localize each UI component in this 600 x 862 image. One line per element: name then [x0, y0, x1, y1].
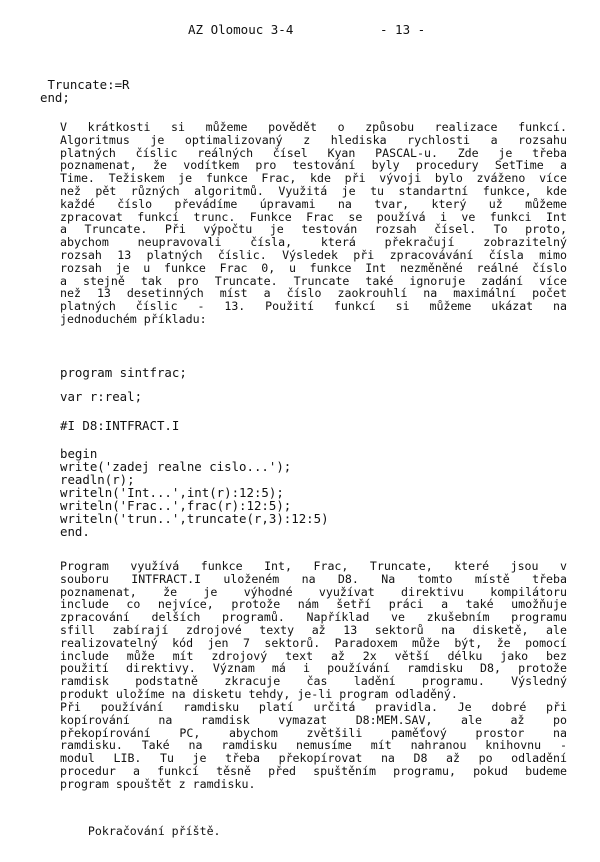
page-header — [0, 22, 600, 38]
code-line: begin — [60, 446, 98, 461]
text-line: modul LIB. Tu je třeba překopírovat na D8 až po odladění — [60, 751, 567, 766]
text-line: jednoduchém příkladu: — [60, 311, 207, 326]
text-line: a Truncate. Při výpočtu je testován rozsah čísel. To proto, — [60, 222, 567, 237]
text-line: rozsah 13 platných číslic. Výsledek při zpracovávání čísla mimo — [60, 247, 567, 262]
text-line: sfill zabírají zdrojové texty až 13 sektorů na disketě, ale — [60, 622, 567, 637]
text-line: include co nejvíce, protože nám šetří práci a také umožňuje — [60, 597, 567, 612]
text-line: použití direktivy. Význam má i používání ramdisku D8, protože — [60, 661, 567, 676]
text-line: souboru INTFRACT.I uloženém na D8. Na tomto místě třeba — [60, 571, 567, 586]
code-include-directive — [60, 419, 567, 432]
text-line: platných číslic reálných čísel Kyan PASCAL-u. Zde je třeba — [60, 145, 567, 160]
code-line: end. — [60, 524, 90, 539]
page-number: - 13 - — [380, 22, 426, 37]
text-line: zpracovat funkcí trunc. Funkce Frac se používá i ve funkci Int — [60, 209, 567, 224]
code-program — [60, 366, 567, 379]
code-line: writeln('Frac..',frac(r):12:5); — [60, 498, 292, 513]
text-line: Při používání ramdisku platí určitá pravidla. Je dobré při — [60, 700, 567, 714]
code-line: writeln('trun..',truncate(r,3):12:5) — [60, 511, 329, 526]
text-line: ramdisk podstatně zkracuje čas ladění programu. Výsledný — [60, 674, 567, 689]
code-line: program sintfrac; — [60, 365, 187, 380]
text-line: rozsah je u funkce Frac 0, u funkce Int nezměněné reálné číslo — [60, 260, 567, 275]
code-line: end; — [40, 90, 70, 105]
text-line: překopírování PC, abychom zvětšili paměťový prostor na — [60, 725, 567, 740]
text-line: platných číslic - 13. Použití funkcí si můžeme ukázat na — [60, 299, 567, 314]
text-line: poznamenat, že je výhodné využívat direktivu kompilátoru — [60, 584, 567, 599]
text-line: a stejně tak pro Truncate. Truncate také ignoruje zadání více — [60, 273, 567, 288]
publication-title: AZ Olomouc 3-4 — [188, 22, 294, 37]
code-line: var r:real; — [60, 389, 143, 404]
text-line: zpracování delších programů. Například ve zkušebním programu — [60, 610, 567, 625]
text-line: poznamenat, že vodítkem pro testování byly procedury SetTime a — [60, 158, 567, 173]
text-line: abychom neupravovali čísla, která překračují zobrazitelný — [60, 235, 567, 250]
text-line: než 13 desetinných míst a číslo zaokrouhlí na maximální počet — [60, 286, 567, 301]
text-line: realizovatelný kód jen 7 sektorů. Paradoxem může být, že pomocí — [60, 635, 567, 650]
paragraph-ramdisk — [60, 701, 567, 791]
text-line: V krátkosti si můžeme povědět o způsobu realizace funkcí. — [60, 120, 567, 134]
text-line: každé číslo převádíme úpravami na tvar, který už můžeme — [60, 196, 567, 211]
code-body — [60, 447, 567, 538]
text-line: Pokračování příště. — [60, 824, 221, 838]
text-line: include může mít zdrojový text až 2x větší délku jako bez — [60, 648, 567, 663]
code-fragment-top — [40, 78, 547, 104]
code-line: write('zadej realne cislo...'); — [60, 459, 292, 474]
text-line: procedur a funkcí těsně před spuštěním programu, pokud budeme — [60, 763, 567, 778]
text-line: Algoritmus je optimalizovaný z hlediska rychlosti a rozsahu — [60, 132, 567, 147]
paragraph-program-popis — [60, 560, 567, 701]
closing-note — [60, 825, 567, 838]
code-line: #I D8:INTFRACT.I — [60, 418, 180, 433]
text-line: program spouštět z ramdisku. — [60, 776, 256, 791]
text-line: Time. Težiskem je funkce Frac, kde při vývoji bylo zváženo více — [60, 171, 567, 186]
code-var — [60, 390, 567, 403]
text-line: ramdisku. Také na ramdisku nemusíme mít nahranou knihovnu - — [60, 738, 567, 753]
text-line: než pět různých algoritmů. Využitá je tu standartní funkce, kde — [60, 183, 567, 198]
text-line: kopírování na ramdisk vymazat D8:MEM.SAV, ale až po — [60, 712, 567, 727]
text-line: produkt uložíme na disketu tehdy, je-li program odladěný. — [60, 686, 458, 701]
code-line: Truncate:=R — [40, 77, 130, 92]
code-line: writeln('Int...',int(r):12:5); — [60, 485, 284, 500]
text-line: Program využívá funkce Int, Frac, Truncate, které jsou v — [60, 559, 567, 573]
paragraph-realizace — [60, 121, 567, 326]
code-line: readln(r); — [60, 472, 135, 487]
